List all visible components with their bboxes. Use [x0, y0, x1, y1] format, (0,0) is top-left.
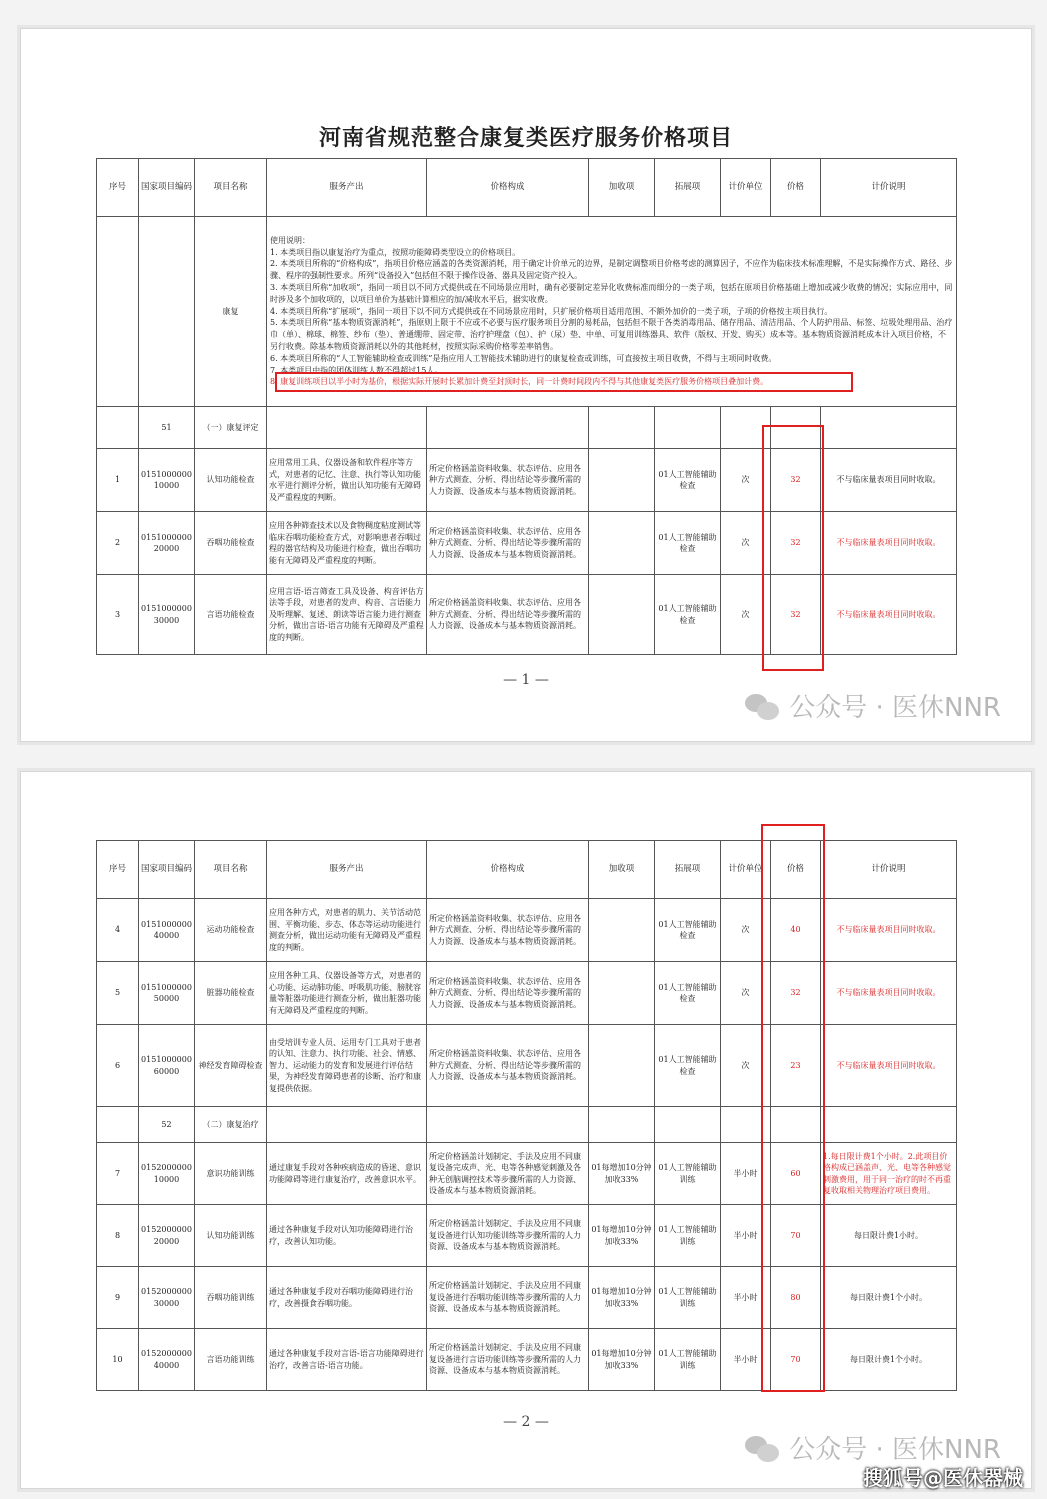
- pricing-unit: 半小时: [721, 1329, 771, 1391]
- empty-cell: [267, 1107, 427, 1143]
- extension: 01人工智能辅助检查: [655, 512, 721, 575]
- item-name: 运动功能检查: [195, 899, 267, 962]
- column-header: 拓展项: [655, 841, 721, 899]
- pricing-unit: 次: [721, 512, 771, 575]
- item-name: 言语功能检查: [195, 575, 267, 655]
- service-output: 由受培训专业人员、运用专门工具对于患者的认知、注意力、执行功能、社会、情感、智力、运动能力的发育和发展进行评估结果，为神经发育障碍患者的诊断、治疗和康复提供依据。: [267, 1025, 427, 1107]
- column-header: 加收项: [589, 841, 655, 899]
- surcharge: 01每增加10分钟加收33%: [589, 1205, 655, 1267]
- pricing-remark: 不与临床量表项目同时收取。: [821, 1025, 957, 1107]
- pricing-unit: 次: [721, 449, 771, 512]
- empty-cell: [427, 407, 589, 449]
- highlight-box-price-column: [762, 425, 824, 671]
- row-number: 4: [97, 899, 139, 962]
- price: 80: [771, 1267, 821, 1329]
- row-number: 10: [97, 1329, 139, 1391]
- item-code: 0151000000 30000: [139, 575, 195, 655]
- item-name: 神经发育障碍检查: [195, 1025, 267, 1107]
- price-composition: 所定价格涵盖计划制定、手法及应用不同康复设备进行认知功能训练等步骤所需的人力资源、设备成本与基本物质资源消耗。: [427, 1205, 589, 1267]
- service-output: 通过各种康复手段对吞咽功能障碍进行治疗，改善摄食吞咽功能。: [267, 1267, 427, 1329]
- table-header-row: [97, 159, 957, 217]
- item-code: 0152000000 30000: [139, 1267, 195, 1329]
- column-header: 国家项目编码: [139, 841, 195, 899]
- item-name: 意识功能训练: [195, 1143, 267, 1205]
- document-title: 河南省规范整合康复类医疗服务价格项目: [318, 125, 733, 151]
- watermark: [745, 1429, 1001, 1466]
- service-output: 应用各种工具、仪器设备等方式，对患者的心功能、运动肺功能、呼吸肌功能、膀胱容量等脏器功能进行测查分析，做出脏器功能有无障碍及严重程度的判断。: [267, 962, 427, 1025]
- category-name: 康复: [195, 217, 267, 407]
- usage-note: 使用说明：: [270, 235, 310, 245]
- watermark-text: 公众号 · 医休NNR: [789, 1435, 1001, 1465]
- price-composition: 所定价格涵盖计划制定、手法及应用不同康复设备进行吞咽功能训练等步骤所需的人力资源、设备成本与基本物质资源消耗。: [427, 1267, 589, 1329]
- usage-note: 6. 本类项目所称的“人工智能辅助检查或训练”是指应用人工智能技术辅助进行的康复检查或训练，可直接按主项目收费，不得与主项同时收费。: [270, 353, 777, 363]
- pricing-remark: 不与临床量表项目同时收取。: [821, 899, 957, 962]
- section-name: （一）康复评定: [195, 407, 267, 449]
- document-page-2: [20, 771, 1032, 1489]
- column-header: 计价单位: [721, 159, 771, 217]
- row-number: 5: [97, 962, 139, 1025]
- highlight-box-price-column: [761, 824, 825, 1392]
- document-page-1: [20, 28, 1032, 742]
- empty-cell: [97, 217, 139, 407]
- item-code: 0151000000 50000: [139, 962, 195, 1025]
- item-code: 0152000000 20000: [139, 1205, 195, 1267]
- price: 32: [771, 512, 821, 575]
- usage-note: 1. 本类项目指以康复治疗为重点，按照功能障碍类型设立的价格项目。: [270, 247, 521, 257]
- column-header: 价格: [771, 159, 821, 217]
- empty-cell: [97, 407, 139, 449]
- pricing-remark: 每日限计费1个小时。: [821, 1329, 957, 1391]
- pricing-unit: 次: [721, 962, 771, 1025]
- empty-cell: [427, 1107, 589, 1143]
- service-output: 通过各种康复手段对言语-语言功能障碍进行治疗，改善言语-语言功能。: [267, 1329, 427, 1391]
- pricing-unit: 次: [721, 899, 771, 962]
- column-header: 价格: [771, 841, 821, 899]
- pricing-unit: 半小时: [721, 1205, 771, 1267]
- empty-cell: [267, 407, 427, 449]
- pricing-remark: 每日限计费1个小时。: [821, 1267, 957, 1329]
- service-output: 通过各种康复手段对认知功能障碍进行治疗，改善认知功能。: [267, 1205, 427, 1267]
- table-row: [97, 899, 957, 962]
- service-output: 通过康复手段对各种疾病造成的昏迷、意识功能障碍等进行康复治疗，改善意识水平。: [267, 1143, 427, 1205]
- column-header: 计价说明: [821, 841, 957, 899]
- empty-cell: [655, 1107, 721, 1143]
- pricing-remark: 每日限计费1小时。: [821, 1205, 957, 1267]
- table-row: [97, 512, 957, 575]
- service-output: 应用各种方式，对患者的肌力、关节活动范围、平衡功能、步态、体态等运动功能进行测查分析，做出运动功能有无障碍及严重程度的判断。: [267, 899, 427, 962]
- brand-label: 搜狐号@医休器械: [863, 1466, 1023, 1490]
- row-number: 1: [97, 449, 139, 512]
- row-number: 8: [97, 1205, 139, 1267]
- row-number: 7: [97, 1143, 139, 1205]
- pricing-remark: 不与临床量表项目同时收取。: [821, 449, 957, 512]
- price-composition: 所定价格涵盖计划制定、手法及应用不同康复设备进行言语功能训练等步骤所需的人力资源、设备成本与基本物质资源消耗。: [427, 1329, 589, 1391]
- page-number: — 2 —: [503, 1414, 549, 1430]
- surcharge: 01每增加10分钟加收33%: [589, 1143, 655, 1205]
- column-header: 价格构成: [427, 159, 589, 217]
- price-composition: 所定价格涵盖资料收集、状态评估、应用各种方式测查、分析、得出结论等步骤所需的人力资源、设备成本与基本物质资源消耗。: [427, 962, 589, 1025]
- column-header: 服务产出: [267, 841, 427, 899]
- column-header: 项目名称: [195, 159, 267, 217]
- column-header: 计价说明: [821, 159, 957, 217]
- extension: 01人工智能辅助训练: [655, 1143, 721, 1205]
- row-number: 3: [97, 575, 139, 655]
- column-header: 价格构成: [427, 841, 589, 899]
- table-row: [97, 1329, 957, 1391]
- extension: 01人工智能辅助检查: [655, 575, 721, 655]
- pricing-remark: 1.每日限计费1个小时。2.此项目价格构成已涵盖声、光、电等各种感觉刺激费用，用于同一治疗的时不再重复收取相关物理治疗项目费用。: [821, 1143, 957, 1205]
- extension: 01人工智能辅助检查: [655, 962, 721, 1025]
- column-header: 加收项: [589, 159, 655, 217]
- row-number: 2: [97, 512, 139, 575]
- price-table-page-1: [96, 158, 957, 655]
- item-name: 吞咽功能检查: [195, 512, 267, 575]
- table-row: [97, 1025, 957, 1107]
- column-header: 拓展项: [655, 159, 721, 217]
- watermark-text: 公众号 · 医休NNR: [789, 693, 1001, 723]
- row-number: 9: [97, 1267, 139, 1329]
- section-row: [97, 1107, 957, 1143]
- empty-cell: [821, 407, 957, 449]
- item-code: 0151000000 40000: [139, 899, 195, 962]
- column-header: 序号: [97, 159, 139, 217]
- column-header: 服务产出: [267, 159, 427, 217]
- extension: 01人工智能辅助检查: [655, 899, 721, 962]
- service-output: 应用言语-语言筛查工具及设备、构音评估方法等手段，对患者的发声、构音、言语能力及听理解、复述、朗读等语言能力进行测查分析，做出言语-语言功能有无障碍及严重程度的判断。: [267, 575, 427, 655]
- watermark: [745, 687, 1001, 724]
- price-composition: 所定价格涵盖资料收集、状态评估、应用各种方式测查、分析、得出结论等步骤所需的人力资源、设备成本与基本物质资源消耗。: [427, 512, 589, 575]
- column-header: 计价单位: [721, 841, 771, 899]
- extension: 01人工智能辅助训练: [655, 1205, 721, 1267]
- wechat-icon: [745, 692, 781, 720]
- empty-cell: [589, 1107, 655, 1143]
- item-code: 0151000000 60000: [139, 1025, 195, 1107]
- pricing-remark: 不与临床量表项目同时收取。: [821, 512, 957, 575]
- table-row: [97, 449, 957, 512]
- extension: 01人工智能辅助训练: [655, 1267, 721, 1329]
- item-code: 0151000000 10000: [139, 449, 195, 512]
- item-name: 言语功能训练: [195, 1329, 267, 1391]
- surcharge: 01每增加10分钟加收33%: [589, 1267, 655, 1329]
- extension: 01人工智能辅助训练: [655, 1329, 721, 1391]
- pricing-unit: 次: [721, 575, 771, 655]
- item-name: 认知功能训练: [195, 1205, 267, 1267]
- surcharge: 01每增加10分钟加收33%: [589, 1329, 655, 1391]
- item-code: 0152000000 10000: [139, 1143, 195, 1205]
- price: 32: [771, 449, 821, 512]
- pricing-remark: 不与临床量表项目同时收取。: [821, 575, 957, 655]
- service-output: 应用各种筛查技术以及食物稠度粘度测试等临床吞咽功能检查方式，对影响患者吞咽过程的器官结构及功能进行检查，做出吞咽功能有无障碍及严重程度的判断。: [267, 512, 427, 575]
- surcharge: [589, 1025, 655, 1107]
- usage-note: 3. 本类项目所称“加收项”，指同一项目以不同方式提供或在不同场景应用时，确有必要制定差异化收费标准而细分的一类子项，包括在原项目价格基础上增加或减少收费的情况；实际应用中，同时涉及多个加收项的，以项目单价为基础计算相应的加/减收水平后，据实收费。: [270, 283, 953, 304]
- price-table-page-2: [96, 840, 957, 1391]
- price: 70: [771, 1329, 821, 1391]
- item-name: 认知功能检查: [195, 449, 267, 512]
- section-code: 52: [139, 1107, 195, 1143]
- extension: 01人工智能辅助检查: [655, 1025, 721, 1107]
- empty-cell: [821, 1107, 957, 1143]
- empty-cell: [655, 407, 721, 449]
- pricing-remark: 不与临床量表项目同时收取。: [821, 962, 957, 1025]
- column-header: 国家项目编码: [139, 159, 195, 217]
- usage-note: 7. 本类项目中指的团体训练人数不得超过15人。: [270, 365, 443, 375]
- table-row: [97, 1267, 957, 1329]
- surcharge: [589, 575, 655, 655]
- surcharge: [589, 899, 655, 962]
- empty-cell: [589, 407, 655, 449]
- surcharge: [589, 449, 655, 512]
- price: 70: [771, 1205, 821, 1267]
- section-code: 51: [139, 407, 195, 449]
- row-number: 6: [97, 1025, 139, 1107]
- item-code: 0152000000 40000: [139, 1329, 195, 1391]
- table-header-row: [97, 841, 957, 899]
- table-row: [97, 1205, 957, 1267]
- price-composition: 所定价格涵盖计划制定、手法及应用不同康复设备完成声、光、电等各种感觉刺激及各种无创脑调控技术等步骤所需的人力资源、设备成本与基本物质资源消耗。: [427, 1143, 589, 1205]
- surcharge: [589, 962, 655, 1025]
- item-name: 脏器功能检查: [195, 962, 267, 1025]
- pricing-unit: 半小时: [721, 1143, 771, 1205]
- price-composition: 所定价格涵盖资料收集、状态评估、应用各种方式测查、分析、得出结论等步骤所需的人力资源、设备成本与基本物质资源消耗。: [427, 899, 589, 962]
- column-header: 项目名称: [195, 841, 267, 899]
- usage-note: 4. 本类项目所称“扩展项”，指同一项目下以不同方式提供或在不同场景应用时，只扩展价格项目适用范围、不额外加价的一类子项，子项的价格按主项目执行。: [270, 306, 833, 316]
- price: 23: [771, 1025, 821, 1107]
- section-name: （二）康复治疗: [195, 1107, 267, 1143]
- extension: 01人工智能辅助检查: [655, 449, 721, 512]
- item-name: 吞咽功能训练: [195, 1267, 267, 1329]
- empty-cell: [139, 217, 195, 407]
- surcharge: [589, 512, 655, 575]
- price: 32: [771, 962, 821, 1025]
- wechat-icon: [745, 1434, 781, 1462]
- column-header: 序号: [97, 841, 139, 899]
- item-code: 0151000000 20000: [139, 512, 195, 575]
- price: 32: [771, 575, 821, 655]
- table-row: [97, 962, 957, 1025]
- section-row: [97, 407, 957, 449]
- price: 40: [771, 899, 821, 962]
- usage-note: 5. 本类项目所称“基本物质资源消耗”，指原则上限于不应或不必要与医疗服务项目分割的易耗品，包括但不限于各类消毒用品、储存用品、清洁用品、个人防护用品、标签、垃圾处理用品、治疗巾（单）、棉球、棉签、纱布（垫）、普通绷带、固定带、治疗护理盘（包）、护（尿）垫、中单、可复用训练器具、软件（版权、开发、购买）成本等。基本物质资源消耗成本计入项目价格，不另行收费。除基本物质资源消耗以外的其他耗材，按照实际采购价格零差率销售。: [270, 318, 953, 351]
- highlight-box-note-8: [275, 372, 853, 392]
- price-composition: 所定价格涵盖资料收集、状态评估、应用各种方式测查、分析、得出结论等步骤所需的人力资源、设备成本与基本物质资源消耗。: [427, 449, 589, 512]
- usage-note: 2. 本类项目所称的“价格构成”，指项目价格应涵盖的各类资源消耗，用于确定计价单元的边界，是制定调整项目价格考虑的测算因子，不应作为临床技术标准理解，不是实际操作方式、路径、步骤、程序的强制性要求。所列“设备投入”包括但不限于操作设备、器具及固定资产投入。: [270, 259, 953, 281]
- table-row: [97, 1143, 957, 1205]
- service-output: 应用常用工具、仪器设备和软件程序等方式，对患者的记忆、注意、执行等认知功能水平进行测评分析，做出认知功能有无障碍及严重程度的判断。: [267, 449, 427, 512]
- price-composition: 所定价格涵盖资料收集、状态评估、应用各种方式测查、分析、得出结论等步骤所需的人力资源、设备成本与基本物质资源消耗。: [427, 575, 589, 655]
- pricing-unit: 半小时: [721, 1267, 771, 1329]
- pricing-unit: 次: [721, 1025, 771, 1107]
- price-composition: 所定价格涵盖资料收集、状态评估、应用各种方式测查、分析、得出结论等步骤所需的人力资源、设备成本与基本物质资源消耗。: [427, 1025, 589, 1107]
- empty-cell: [97, 1107, 139, 1143]
- usage-note: 8. 康复训练项目以半小时为基价，根据实际开展时长累加计费至封顶时长，同一计费时间段内不得与其他康复类医疗服务价格项目叠加计费。: [270, 377, 769, 387]
- price: 60: [771, 1143, 821, 1205]
- page-number: — 1 —: [503, 672, 549, 688]
- table-row: [97, 575, 957, 655]
